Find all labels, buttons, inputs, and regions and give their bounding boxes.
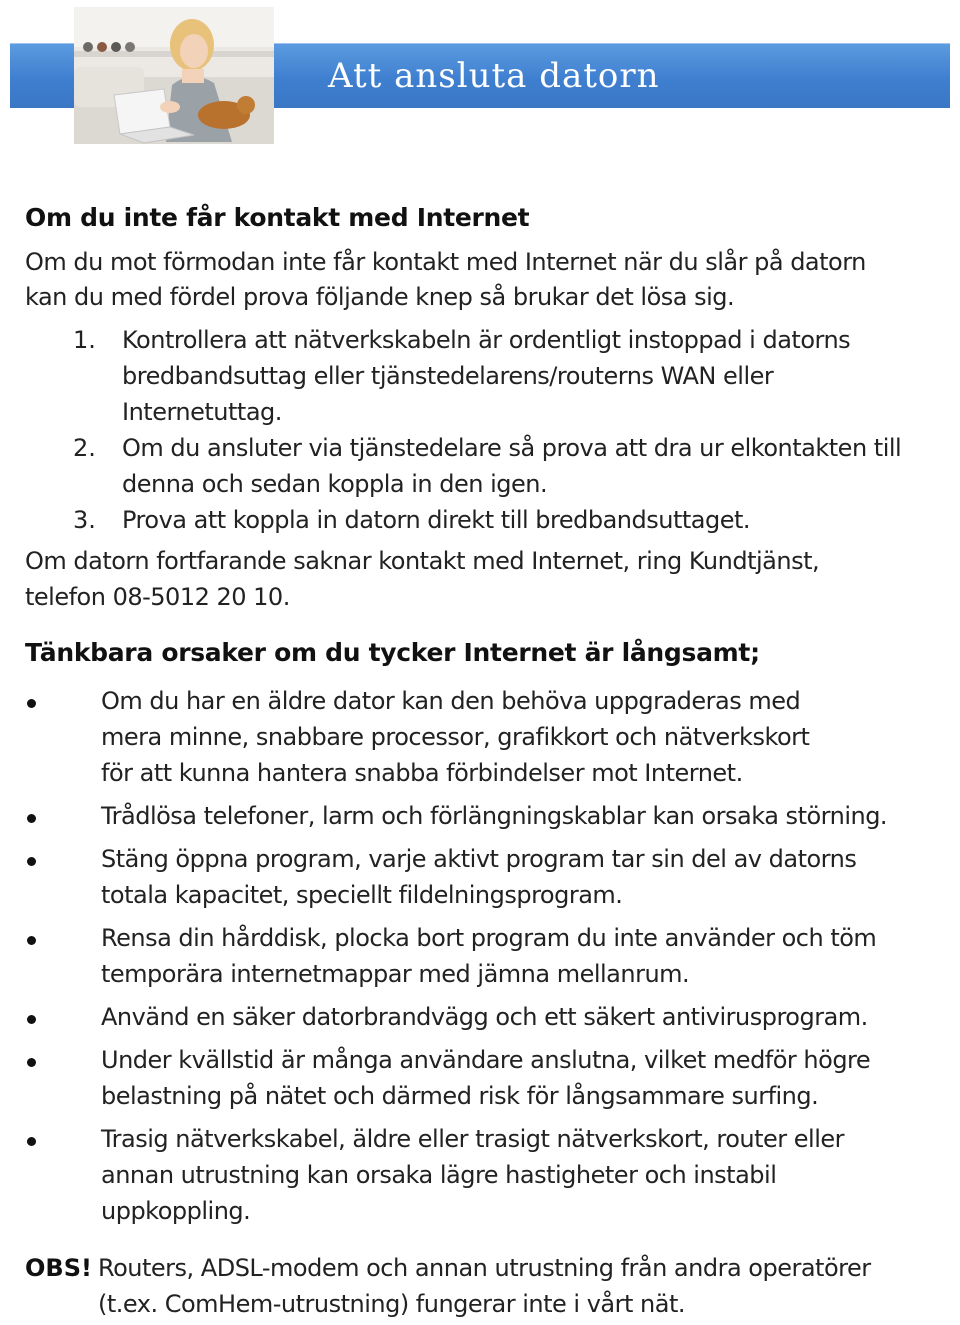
obs-line: Routers, ADSL-modem och annan utrustning från andra operatörer: [98, 1254, 871, 1282]
step-number: 3.: [73, 506, 96, 534]
outro-line: telefon 08-5012 20 10.: [25, 583, 290, 611]
bullet-line: Under kvällstid är många användare anslutna, vilket medför högre: [101, 1046, 871, 1074]
bullet-line: Rensa din hårddisk, plocka bort program du inte använder och töm: [101, 924, 877, 952]
bullet-line: Använd en säker datorbrandvägg och ett säkert antivirusprogram.: [101, 1003, 868, 1031]
bullet-line: uppkoppling.: [101, 1197, 251, 1225]
bullet-line: Stäng öppna program, varje aktivt program tar sin del av datorns: [101, 845, 857, 873]
intro-line: kan du med fördel prova följande knep så brukar det lösa sig.: [25, 283, 735, 311]
header-photo: [74, 7, 274, 144]
bullet-dot: [27, 814, 36, 823]
step-line: Internetuttag.: [122, 398, 282, 426]
page-title: Att ansluta datorn: [328, 56, 660, 96]
step-line: Prova att koppla in datorn direkt till bredbandsuttaget.: [122, 506, 751, 534]
bullet-dot: [27, 1137, 36, 1146]
step-line: Om du ansluter via tjänstedelare så prova att dra ur elkontakten till: [122, 434, 902, 462]
obs-label: OBS!: [25, 1254, 92, 1282]
bullet-line: mera minne, snabbare processor, grafikkort och nätverkskort: [101, 723, 810, 751]
bullet-line: Trasig nätverkskabel, äldre eller trasigt nätverkskort, router eller: [101, 1125, 845, 1153]
section-heading-no-connection: Om du inte får kontakt med Internet: [25, 203, 530, 232]
intro-line: Om du mot förmodan inte får kontakt med Internet när du slår på datorn: [25, 248, 866, 276]
bullet-dot: [27, 699, 36, 708]
bullet-dot: [27, 857, 36, 866]
step-line: bredbandsuttag eller tjänstedelarens/routerns WAN eller: [122, 362, 774, 390]
outro-line: Om datorn fortfarande saknar kontakt med Internet, ring Kundtjänst,: [25, 547, 820, 575]
bullet-dot: [27, 936, 36, 945]
bullet-dot: [27, 1015, 36, 1024]
step-number: 2.: [73, 434, 96, 462]
bullet-dot: [27, 1058, 36, 1067]
step-line: denna och sedan koppla in den igen.: [122, 470, 548, 498]
section-heading-slow-internet: Tänkbara orsaker om du tycker Internet är långsamt;: [25, 638, 760, 667]
step-number: 1.: [73, 326, 96, 354]
bullet-line: totala kapacitet, speciellt fildelningsprogram.: [101, 881, 623, 909]
bullet-line: Trådlösa telefoner, larm och förlängningskablar kan orsaka störning.: [101, 802, 888, 830]
step-line: Kontrollera att nätverkskabeln är ordentligt instoppad i datorns: [122, 326, 851, 354]
bullet-line: Om du har en äldre dator kan den behöva uppgraderas med: [101, 687, 801, 715]
obs-line: (t.ex. ComHem-utrustning) fungerar inte i vårt nät.: [98, 1290, 686, 1318]
bullet-line: belastning på nätet och därmed risk för långsammare surfing.: [101, 1082, 819, 1110]
bullet-line: för att kunna hantera snabba förbindelser mot Internet.: [101, 759, 743, 787]
bullet-line: temporära internetmappar med jämna mellanrum.: [101, 960, 690, 988]
bullet-line: annan utrustning kan orsaka lägre hastigheter och instabil: [101, 1161, 777, 1189]
